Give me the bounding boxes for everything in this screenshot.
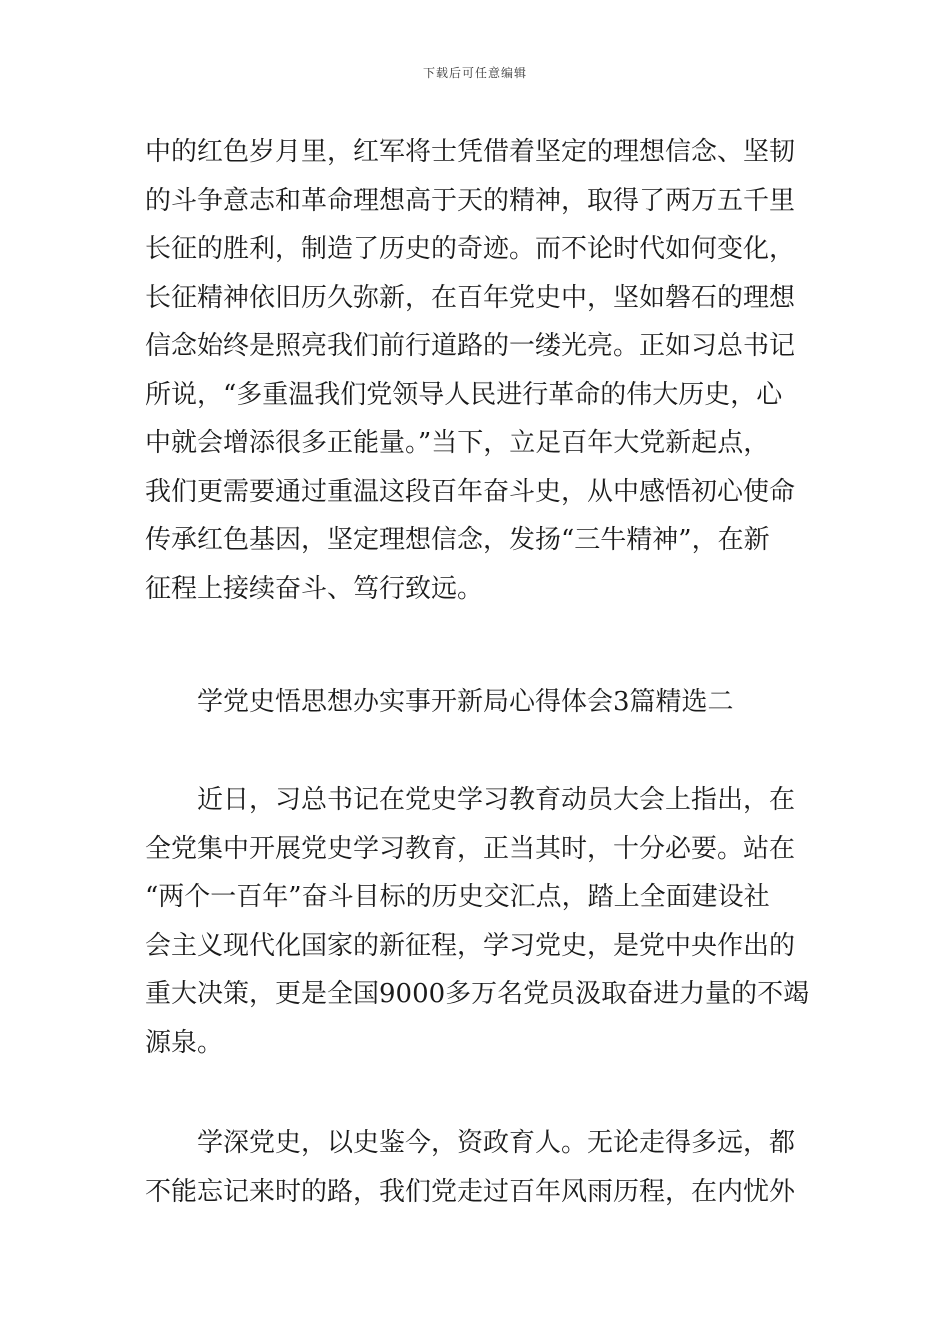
paragraph-line: 学深党史，以史鉴今，资政育人。无论走得多远，都	[197, 1128, 796, 1158]
paragraph-line: 的斗争意志和革命理想高于天的精神，取得了两万五千里	[145, 185, 796, 216]
paragraph-line: “两个一百年”奋斗目标的历史交汇点，踏上全面建设社	[145, 882, 770, 912]
header-note: 下载后可任意编辑	[422, 66, 527, 80]
paragraph-line: 近日，习总书记在党史学习教育动员大会上指出，在	[197, 785, 796, 815]
paragraph-line: 传承红色基因，坚定理想信念，发扬“三牛精神”，在新	[145, 525, 770, 555]
paragraph-line: 不能忘记来时的路，我们党走过百年风雨历程，在内忧外	[145, 1176, 796, 1207]
paragraph-line: 征程上接续奋斗、笃行致远。	[145, 573, 484, 604]
section-heading: 学党史悟思想办实事开新局心得体会3篇精选二	[197, 687, 734, 717]
paragraph-line: 长征精神依旧历久弥新，在百年党史中，坚如磐石的理想	[145, 282, 796, 313]
paragraph-line: 会主义现代化国家的新征程，学习党史，是党中央作出的	[145, 930, 796, 961]
paragraph-line: 信念始终是照亮我们前行道路的一缕光亮。正如习总书记	[145, 331, 796, 361]
paragraph-line: 重大决策，更是全国9000多万名党员汲取奋进力量的不竭	[145, 979, 810, 1009]
paragraph-2	[145, 776, 809, 1067]
paragraph-line: 中的红色岁月里，红军将士凭借着坚定的理想信念、坚韧	[145, 137, 796, 167]
paragraph-line: 中就会增添很多正能量。”当下，立足百年大党新起点，	[145, 428, 770, 458]
paragraph-line: 长征的胜利，制造了历史的奇迹。而不论时代如何变化，	[145, 234, 796, 264]
paragraph-3	[145, 1119, 795, 1216]
paragraph-line: 我们更需要通过重温这段百年奋斗史，从中感悟初心使命	[145, 476, 796, 507]
paragraph-line: 源泉。	[145, 1027, 224, 1058]
paragraph-1	[145, 128, 795, 613]
paragraph-line: 全党集中开展党史学习教育，正当其时，十分必要。站在	[145, 833, 796, 864]
paragraph-line: 所说，“多重温我们党领导人民进行革命的伟大历史，心	[145, 379, 783, 410]
